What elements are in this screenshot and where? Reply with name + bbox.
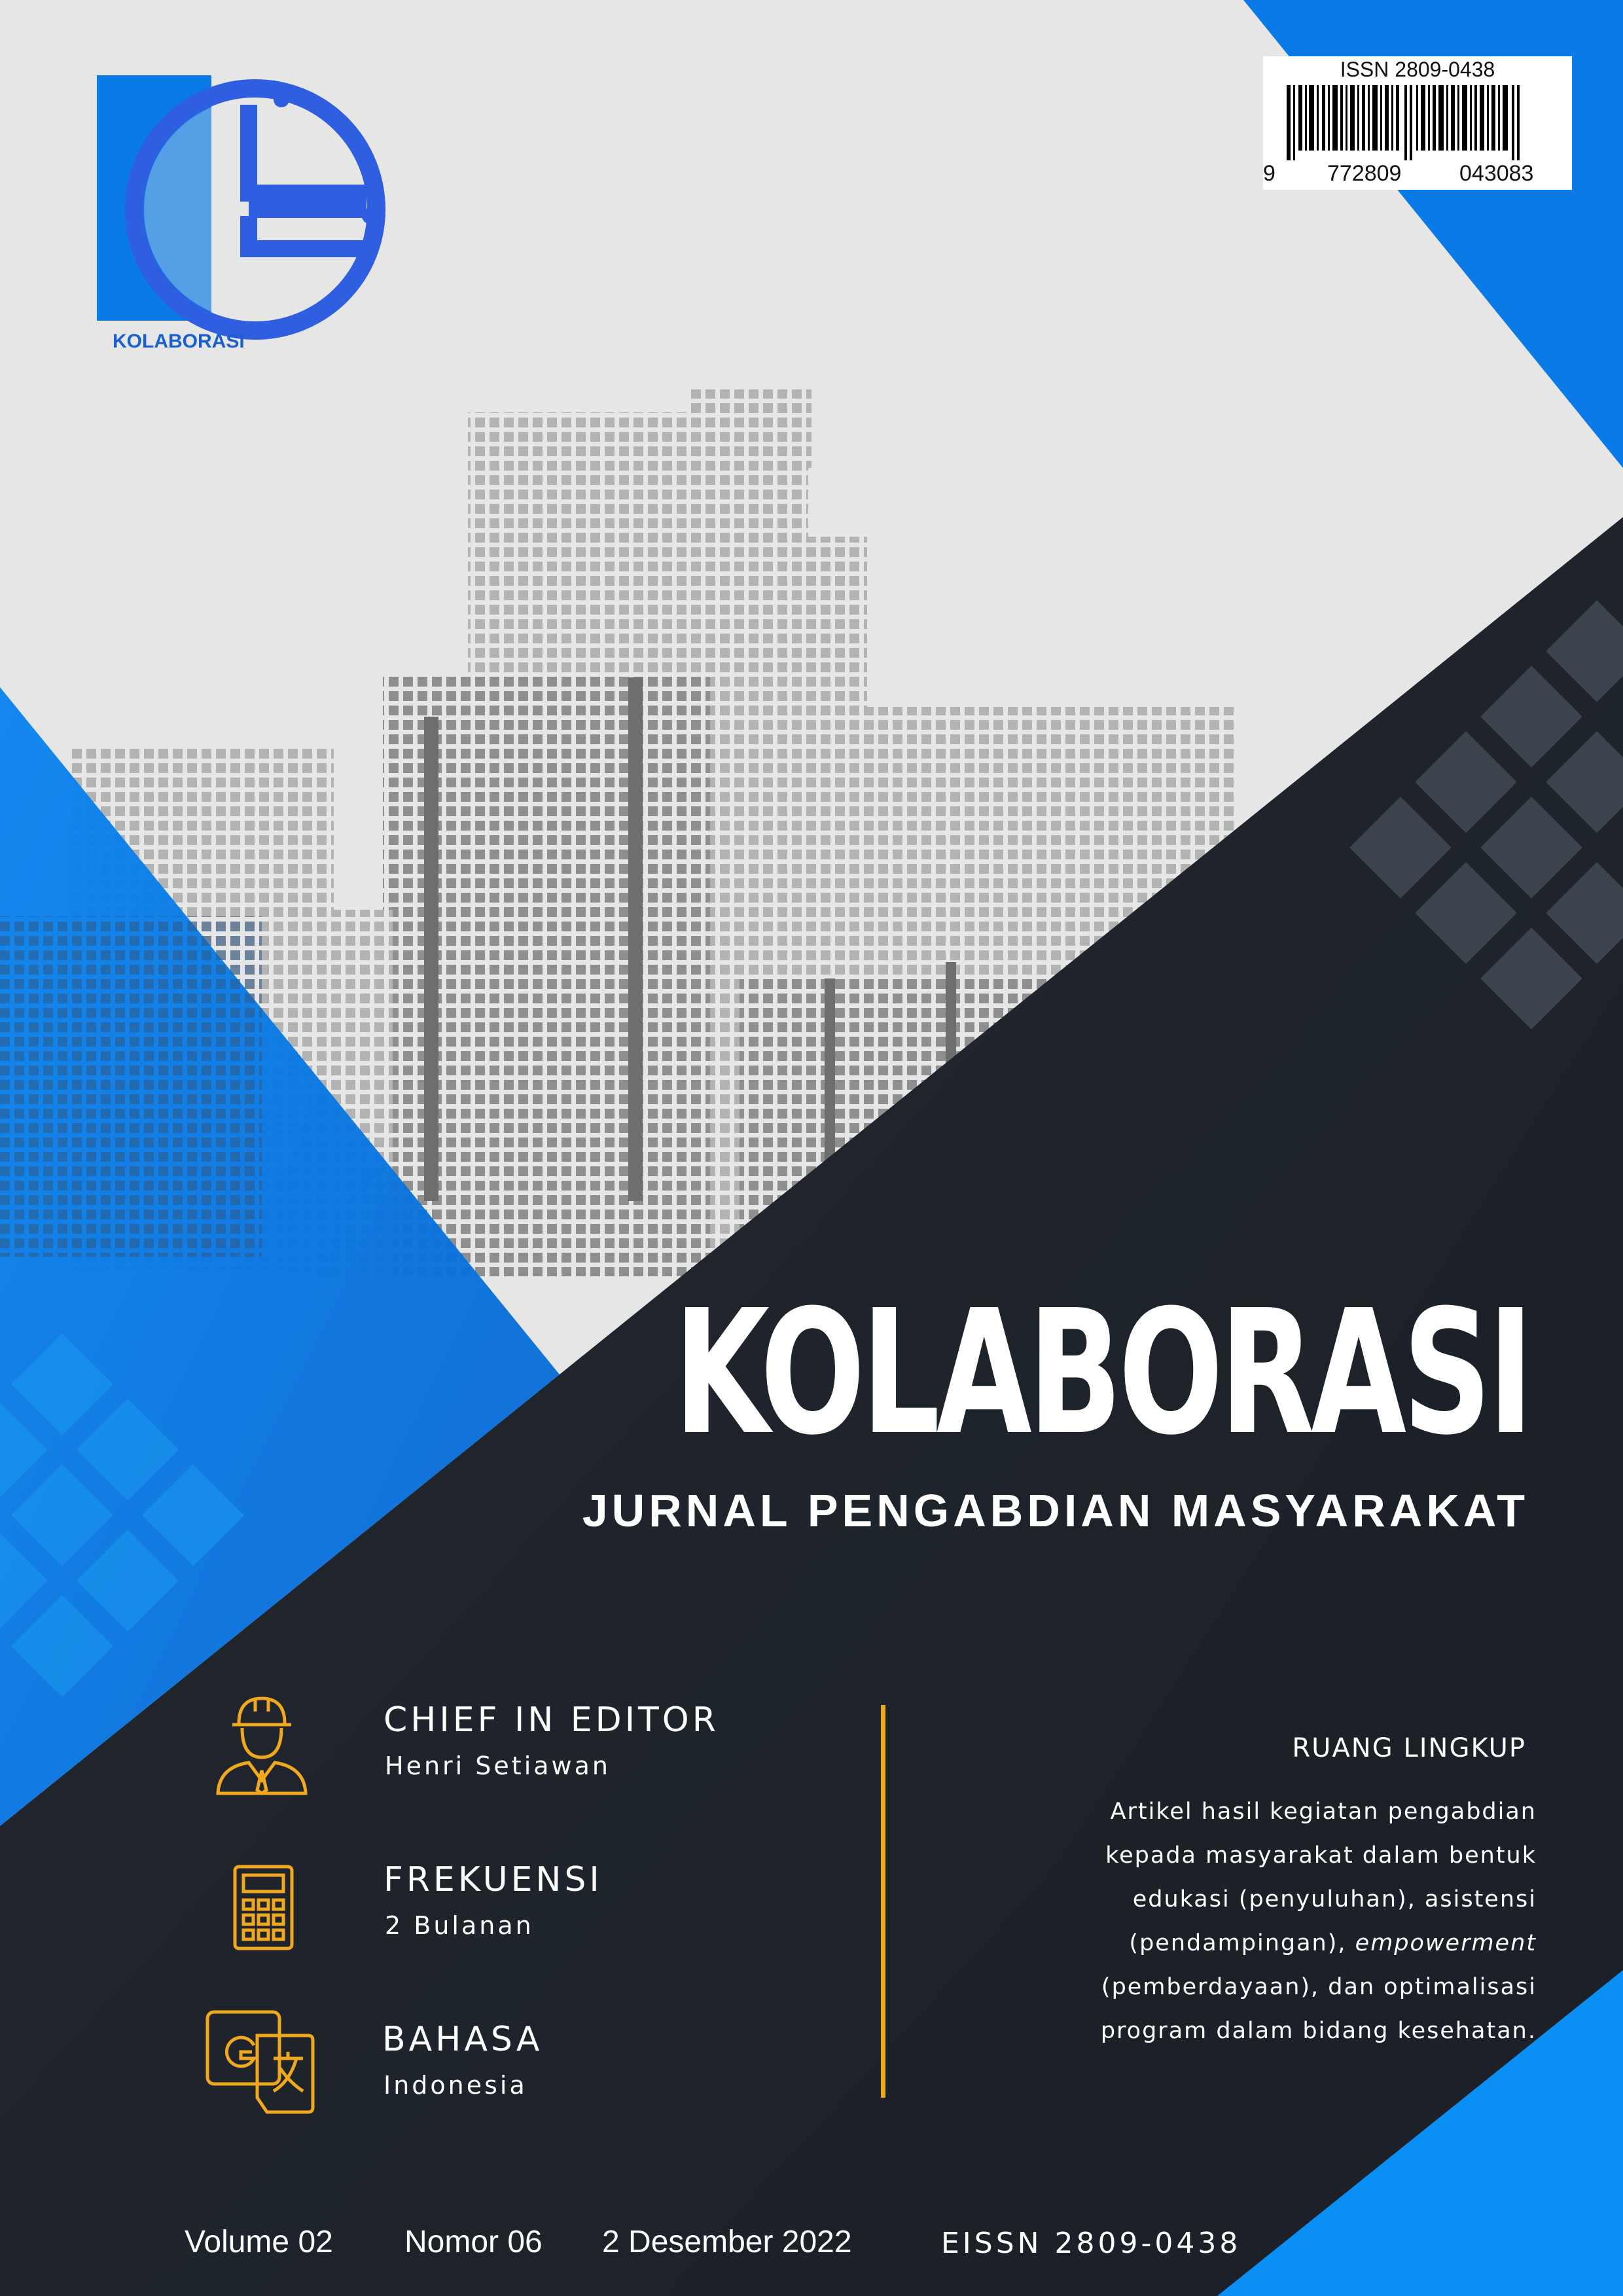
barcode-digit-left: 9 xyxy=(1263,161,1275,186)
barcode-digits-mid: 772809 xyxy=(1327,161,1402,186)
kolaborasi-logo-mark xyxy=(97,75,378,331)
scope-line: edukasi (penyuluhan), asistensi xyxy=(1132,1886,1537,1912)
scope-line: Artikel hasil kegiatan pengabdian xyxy=(1110,1799,1537,1825)
scope-line xyxy=(1013,1922,1537,1965)
barcode-digits-right: 043083 xyxy=(1459,161,1534,186)
scope-line: program dalam bidang kesehatan. xyxy=(1100,2018,1537,2044)
footer-date: 2 Desember 2022 xyxy=(602,2225,852,2259)
frequency-value: 2 Bulanan xyxy=(385,1911,534,1940)
calculator-icon xyxy=(232,1864,294,1952)
translate-icon xyxy=(205,2009,316,2117)
scope-description xyxy=(1013,1790,1537,2053)
editor-value: Henri Setiawan xyxy=(385,1751,611,1780)
scope-line-part: (pendampingan), xyxy=(1129,1930,1355,1956)
barcode-issn: ISSN 2809-0438 xyxy=(1340,58,1495,81)
footer-eissn: EISSN 2809-0438 xyxy=(941,2227,1241,2260)
journal-title: KOLABORASI xyxy=(673,1273,1530,1473)
logo-wordmark: KOLABORASI xyxy=(113,331,245,352)
frequency-label: FREKUENSI xyxy=(383,1860,603,1899)
scope-heading: RUANG LINGKUP xyxy=(1292,1733,1526,1763)
scope-line: (pemberdayaan), dan optimalisasi xyxy=(1101,1974,1537,2000)
barcode-bars xyxy=(1287,85,1575,160)
engineer-icon xyxy=(213,1692,311,1797)
journal-subtitle: JURNAL PENGABDIAN MASYARAKAT xyxy=(582,1485,1529,1536)
scope-line: kepada masyarakat dalam bentuk xyxy=(1105,1842,1537,1869)
language-value: Indonesia xyxy=(383,2071,527,2100)
accent-divider xyxy=(881,1705,885,2098)
scope-emphasis: empowerment xyxy=(1355,1930,1537,1956)
language-label: BAHASA xyxy=(382,2020,543,2059)
editor-label: CHIEF IN EDITOR xyxy=(383,1700,719,1740)
footer-issue: Nomor 06 xyxy=(404,2225,543,2259)
footer-volume: Volume 02 xyxy=(185,2225,333,2259)
isbn-barcode xyxy=(1263,56,1572,190)
